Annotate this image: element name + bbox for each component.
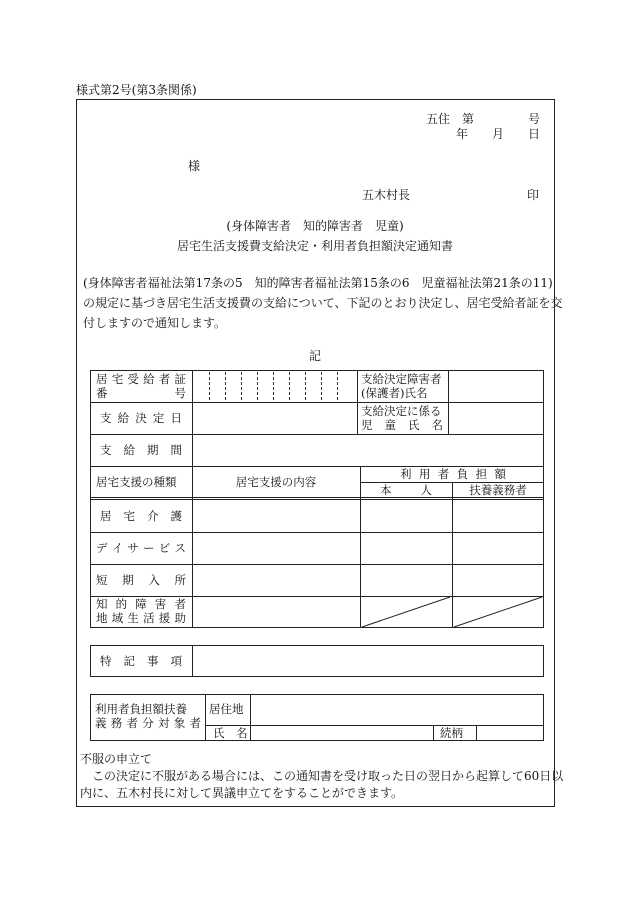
child-label-b: 児 童 氏 名 xyxy=(361,418,443,432)
appeal-line-1: この決定に不服がある場合には、この通知書を受け取った日の翌日から起算して60日以 xyxy=(80,769,564,783)
self-header: 本 人 xyxy=(380,483,432,497)
person-label-b: (保護者)氏名 xyxy=(361,386,428,400)
supporter-label-b: 義 務 者 分 対 象 者 xyxy=(95,716,201,730)
cert-number-label-a: 居 宅 受 給 者 証 xyxy=(96,372,186,386)
slash-supporter xyxy=(452,596,544,628)
date-year: 年 xyxy=(456,127,469,141)
issuer-number-label: 五住 第 xyxy=(426,112,475,126)
period-label: 支 給 期 間 xyxy=(100,443,182,457)
content-header: 居宅支援の内容 xyxy=(235,475,317,489)
type-header: 居宅支援の種類 xyxy=(96,475,177,489)
body-line-2: の規定に基づき居宅生活支援費の支給について、下記のとおり決定し、居宅受給者証を交 xyxy=(83,296,563,310)
row-day-service: デ イ サ ー ビ ス xyxy=(96,541,186,555)
issuer-name: 五木村長 xyxy=(362,188,411,202)
person-label-a: 支給決定障害者 xyxy=(361,372,442,386)
date-month: 月 xyxy=(492,127,505,141)
slash-self xyxy=(360,596,452,628)
decision-date-label: 支 給 決 定 日 xyxy=(100,411,182,425)
row-home-care: 居 宅 介 護 xyxy=(100,509,182,523)
cert-number-label-b: 番 号 xyxy=(96,386,186,400)
recipient-suffix: 様 xyxy=(188,159,201,173)
appeal-line-2: 内に、五木村長に対して異議申立てをすることができます。 xyxy=(80,786,404,800)
row-group-home-b: 地 域 生 活 援 助 xyxy=(96,611,186,625)
seal-mark: 印 xyxy=(527,188,540,202)
number-suffix: 号 xyxy=(528,112,541,126)
special-notes-label: 特 記 事 項 xyxy=(100,654,182,668)
address-label: 居住地 xyxy=(209,702,244,716)
row-short-stay: 短 期 入 所 xyxy=(96,573,186,587)
burden-header: 利 用 者 負 担 額 xyxy=(400,467,506,481)
body-line-3: 付しますので通知します。 xyxy=(83,316,227,330)
page-title: 居宅生活支援費支給決定・利用者負担額決定通知書 xyxy=(176,239,453,253)
ki-mark: 記 xyxy=(309,349,322,363)
date-day: 日 xyxy=(528,127,541,141)
title-subject: (身体障害者 知的障害者 児童) xyxy=(226,219,404,233)
form-id: 様式第2号(第3条関係) xyxy=(76,83,197,97)
supporter-header: 扶養義務者 xyxy=(469,483,527,497)
relation-label: 続柄 xyxy=(440,726,463,740)
body-line-1: (身体障害者福祉法第17条の5 知的障害者福祉法第15条の6 児童福祉法第21条の11) xyxy=(83,276,553,290)
supporter-label-a: 利用者負担額扶養 xyxy=(95,702,187,716)
appeal-heading: 不服の申立て xyxy=(80,752,153,766)
name-label: 氏 名 xyxy=(213,726,248,740)
child-label-a: 支給決定に係る xyxy=(361,404,442,418)
row-group-home-a: 知 的 障 害 者 xyxy=(96,597,186,611)
